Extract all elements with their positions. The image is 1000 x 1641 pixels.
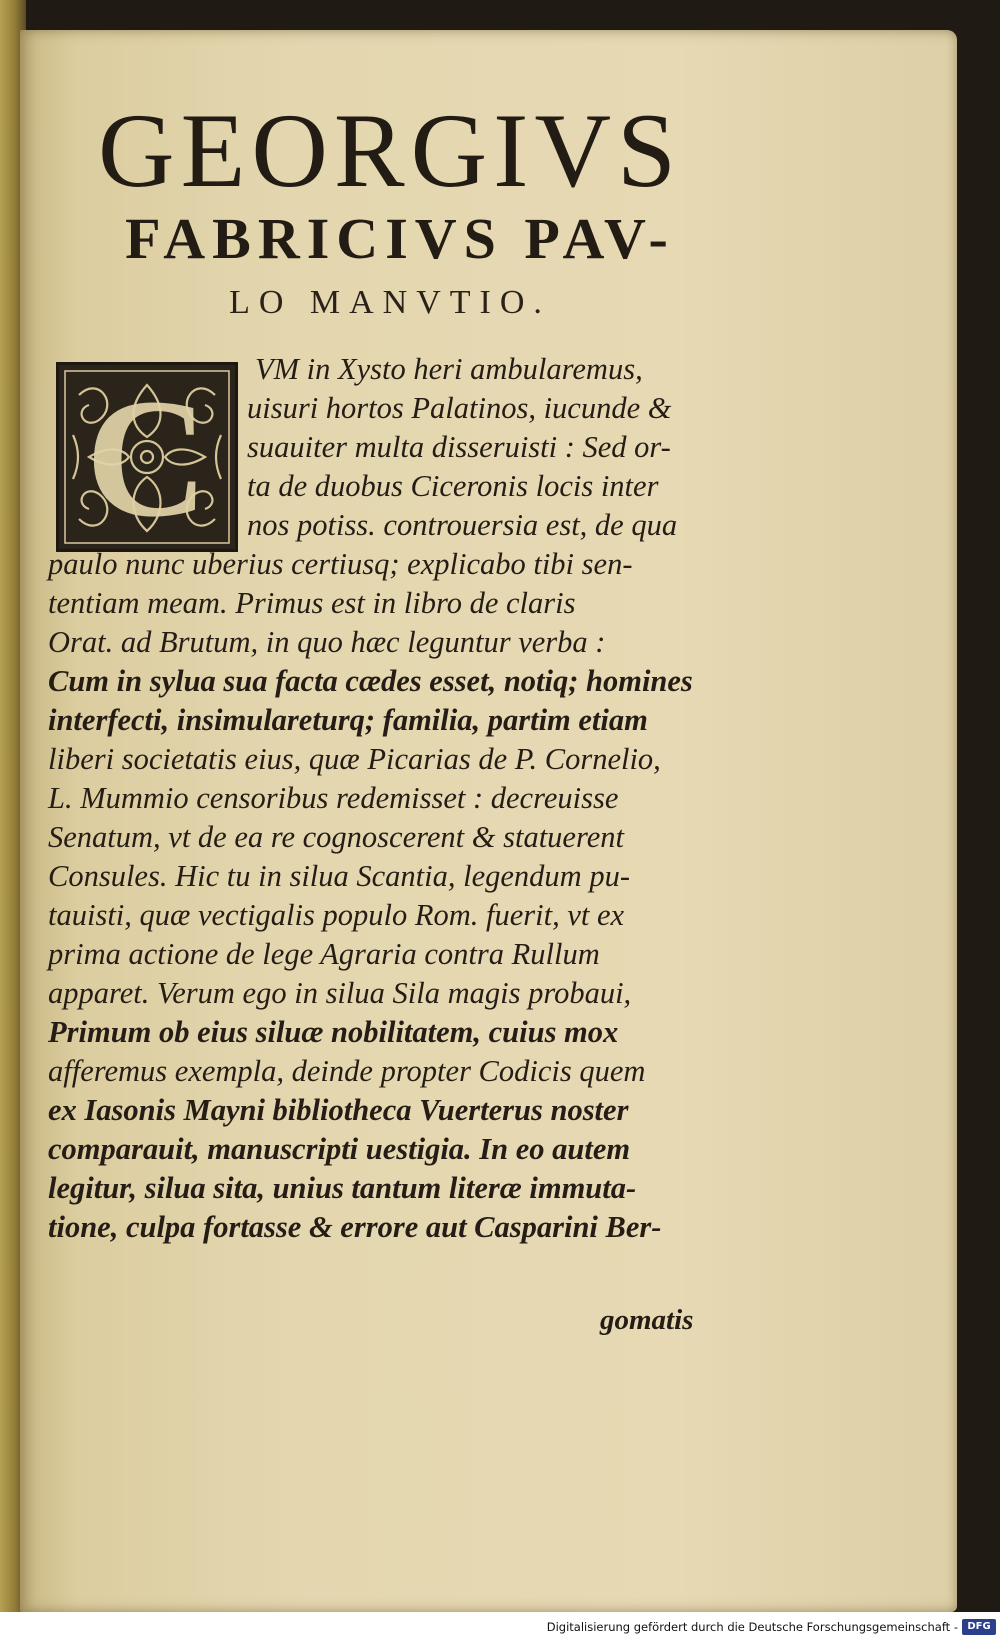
body-line: prima actione de lege Agraria contra Rullum — [48, 937, 600, 971]
footer-credit: Digitalisierung gefördert durch die Deutsche Forschungsgemeinschaft - — [546, 1620, 958, 1634]
body-line: paulo nunc uberius certiusq; explicabo tibi sen- — [48, 547, 633, 581]
body-line: tentiam meam. Primus est in libro de claris — [48, 586, 576, 620]
dfg-logo-icon: DFG — [962, 1619, 996, 1635]
body-line: suauiter multa disseruisti : Sed or- — [247, 430, 671, 464]
body-line: tauisti, quæ vectigalis populo Rom. fuerit, vt ex — [48, 898, 625, 932]
body-line: afferemus exempla, deinde propter Codicis quem — [48, 1054, 646, 1088]
body-line: ex Iasonis Mayni bibliotheca Vuerterus noster — [48, 1093, 629, 1127]
body-line: L. Mummio censoribus redemisset : decreuisse — [48, 781, 619, 815]
body-line: apparet. Verum ego in silua Sila magis probaui, — [48, 976, 632, 1010]
svg-text:C: C — [85, 365, 209, 549]
body-line: comparauit, manuscripti uestigia. In eo autem — [48, 1132, 631, 1166]
body-line: tione, culpa fortasse & errore aut Casparini Ber- — [48, 1210, 662, 1244]
body-line: interfecti, insimulareturq; familia, partim etiam — [48, 703, 648, 737]
decorated-initial — [56, 362, 238, 552]
body-line: Senatum, vt de ea re cognoscerent & statuerent — [48, 820, 624, 854]
body-line: Orat. ad Brutum, in quo hæc leguntur verba : — [48, 625, 606, 659]
catchword: gomatis — [600, 1304, 694, 1336]
body-line: uisuri hortos Palatinos, iucunde & — [247, 391, 672, 425]
decorated-initial-ornament-icon — [59, 365, 235, 549]
heading-line-3: LO MANVTIO. — [229, 284, 551, 321]
heading-line-1: GEORGIVS — [98, 92, 682, 209]
body-line: Primum ob eius siluæ nobilitatem, cuius mox — [48, 1015, 619, 1049]
body-line: Consules. Hic tu in silua Scantia, legendum pu- — [48, 859, 630, 893]
heading-line-2: FABRICIVS PAV- — [125, 206, 675, 271]
body-line: VM in Xysto heri ambularemus, — [255, 352, 643, 386]
footer-bar — [0, 1612, 1000, 1641]
body-line: legitur, silua sita, unius tantum literæ immuta- — [48, 1171, 637, 1205]
body-line: nos potiss. controuersia est, de qua — [247, 508, 678, 542]
body-line: ta de duobus Ciceronis locis inter — [247, 469, 659, 503]
body-line: liberi societatis eius, quæ Picarias de P. Cornelio, — [48, 742, 661, 776]
body-line: Cum in sylua sua facta cædes esset, notiq; homines — [48, 664, 693, 698]
